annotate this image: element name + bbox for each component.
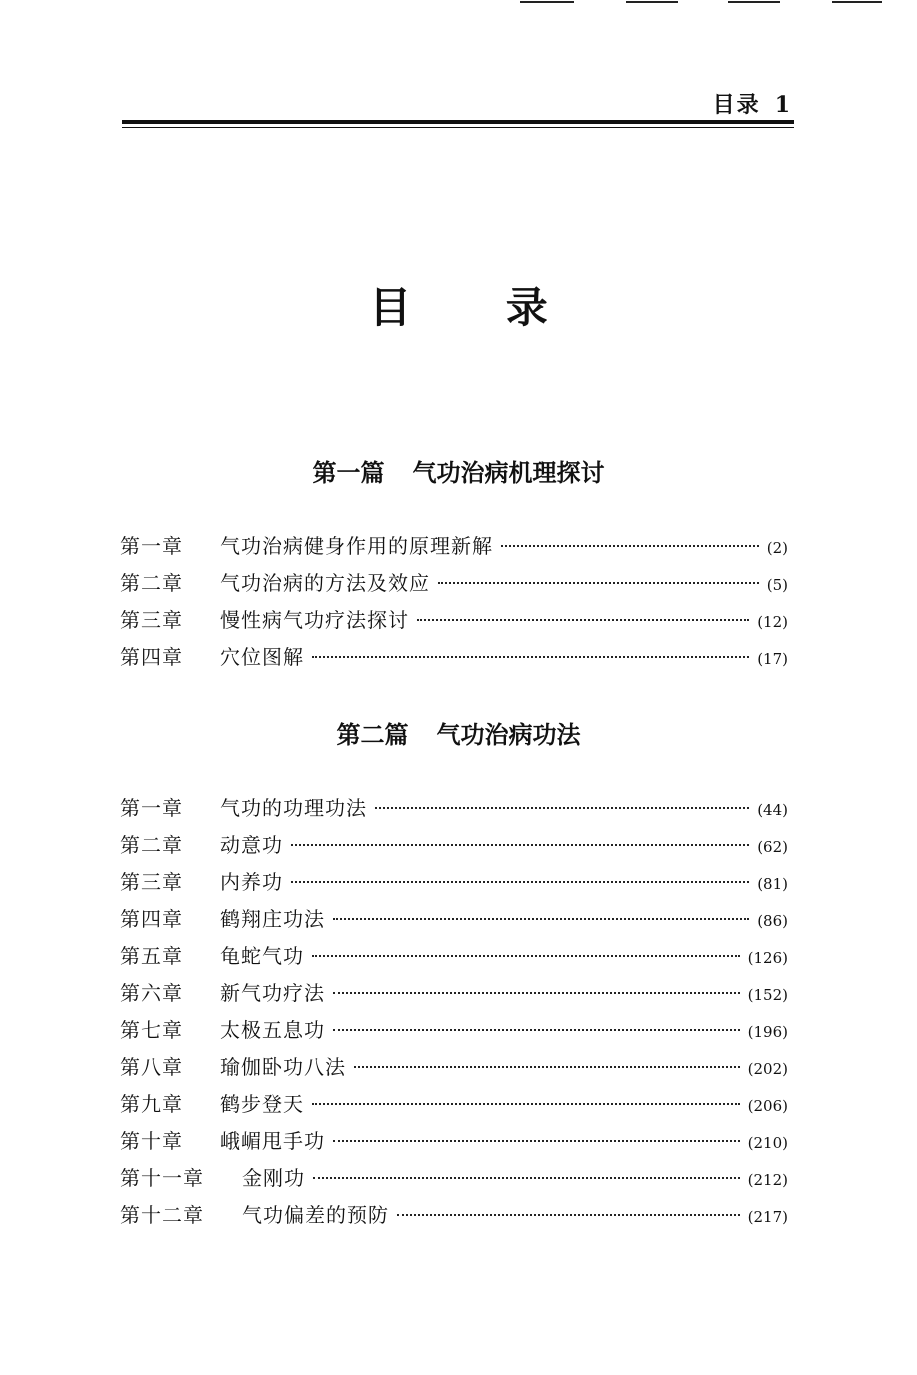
dot-leader [333,992,740,994]
chapter-number: 第七章 [120,1018,183,1042]
part-number: 第一篇 [312,459,385,487]
header-rule-thick [122,120,794,124]
toc-entry[interactable] [120,977,788,1014]
toc-entry[interactable] [120,1088,788,1125]
toc-entry[interactable] [120,604,788,641]
dot-leader [397,1214,740,1216]
chapter-number: 第十章 [120,1129,183,1153]
chapter-number: 第六章 [120,981,183,1005]
page-number: ( 5 ) [767,576,788,594]
chapter-title: 内养功 [220,870,283,894]
dot-leader [312,1103,740,1105]
chapter-number: 第二章 [120,571,183,595]
page-number: ( 212 ) [748,1171,788,1189]
scan-marks [0,0,917,8]
running-head-page-number: 1 [774,92,792,118]
page-number: ( 210 ) [748,1134,788,1152]
page-number: ( 17 ) [757,650,788,668]
toc-entry[interactable] [120,567,788,604]
toc-entry[interactable] [120,1199,788,1236]
header-rule-thin [122,127,794,128]
dot-leader [417,619,749,621]
toc-entry[interactable] [120,1051,788,1088]
chapter-title: 气功的功理功法 [220,796,367,820]
chapter-number: 第四章 [120,645,183,669]
part-number: 第二篇 [336,721,409,749]
chapter-title: 鹤步登天 [220,1092,304,1116]
page-number: ( 206 ) [748,1097,788,1115]
part-title: 气功治病机理探讨 [412,459,605,487]
dot-leader [354,1066,740,1068]
page-number: ( 126 ) [748,949,788,967]
dot-leader [438,582,759,584]
page-number: ( 152 ) [748,986,788,1004]
toc-list [120,792,788,1236]
chapter-title: 新气功疗法 [220,981,325,1005]
page-number: ( 2 ) [767,539,788,557]
page-number: ( 12 ) [757,613,788,631]
chapter-title: 瑜伽卧功八法 [220,1055,346,1079]
chapter-title: 动意功 [220,833,283,857]
chapter-title: 慢性病气功疗法探讨 [220,608,409,632]
page-title: 目 录 [369,283,588,332]
chapter-number: 第一章 [120,534,183,558]
chapter-title: 穴位图解 [220,645,304,669]
page-number: ( 81 ) [757,875,788,893]
chapter-title: 金刚功 [242,1166,305,1190]
page-number: ( 196 ) [748,1023,788,1041]
toc-entry[interactable] [120,792,788,829]
chapter-title: 气功治病健身作用的原理新解 [220,534,493,558]
chapter-number: 第十二章 [120,1203,204,1227]
toc-entry[interactable] [120,940,788,977]
running-head-label: 目录 [712,92,761,118]
toc-entry[interactable] [120,903,788,940]
chapter-title: 太极五息功 [220,1018,325,1042]
toc-entry[interactable] [120,1125,788,1162]
chapter-number: 第一章 [120,796,183,820]
dot-leader [291,881,749,883]
chapter-number: 第二章 [120,833,183,857]
page-number: ( 86 ) [757,912,788,930]
chapter-number: 第三章 [120,870,183,894]
chapter-number: 第十一章 [120,1166,204,1190]
part-title: 气功治病功法 [436,721,581,749]
page-number: ( 217 ) [748,1208,788,1226]
toc-entry[interactable] [120,641,788,678]
chapter-title: 气功偏差的预防 [242,1203,389,1227]
dot-leader [312,955,740,957]
dot-leader [313,1177,740,1179]
toc-entry[interactable] [120,829,788,866]
dot-leader [333,1029,740,1031]
dot-leader [333,918,749,920]
toc-list [120,530,788,678]
running-head [122,88,792,119]
toc-entry[interactable] [120,1162,788,1199]
page-number: ( 62 ) [757,838,788,856]
dot-leader [375,807,749,809]
chapter-number: 第九章 [120,1092,183,1116]
chapter-number: 第八章 [120,1055,183,1079]
toc-entry[interactable] [120,1014,788,1051]
dot-leader [291,844,749,846]
chapter-number: 第五章 [120,944,183,968]
page-number: ( 202 ) [748,1060,788,1078]
dot-leader [501,545,759,547]
chapter-number: 第四章 [120,907,183,931]
chapter-title: 峨嵋甩手功 [220,1129,325,1153]
chapter-title: 气功治病的方法及效应 [220,571,430,595]
toc-entry[interactable] [120,530,788,567]
dot-leader [333,1140,740,1142]
toc-entry[interactable] [120,866,788,903]
part-heading [0,715,917,750]
part-heading [0,453,917,488]
chapter-title: 鹤翔庄功法 [220,907,325,931]
chapter-title: 龟蛇气功 [220,944,304,968]
chapter-number: 第三章 [120,608,183,632]
page-number: ( 44 ) [757,801,788,819]
dot-leader [312,656,749,658]
